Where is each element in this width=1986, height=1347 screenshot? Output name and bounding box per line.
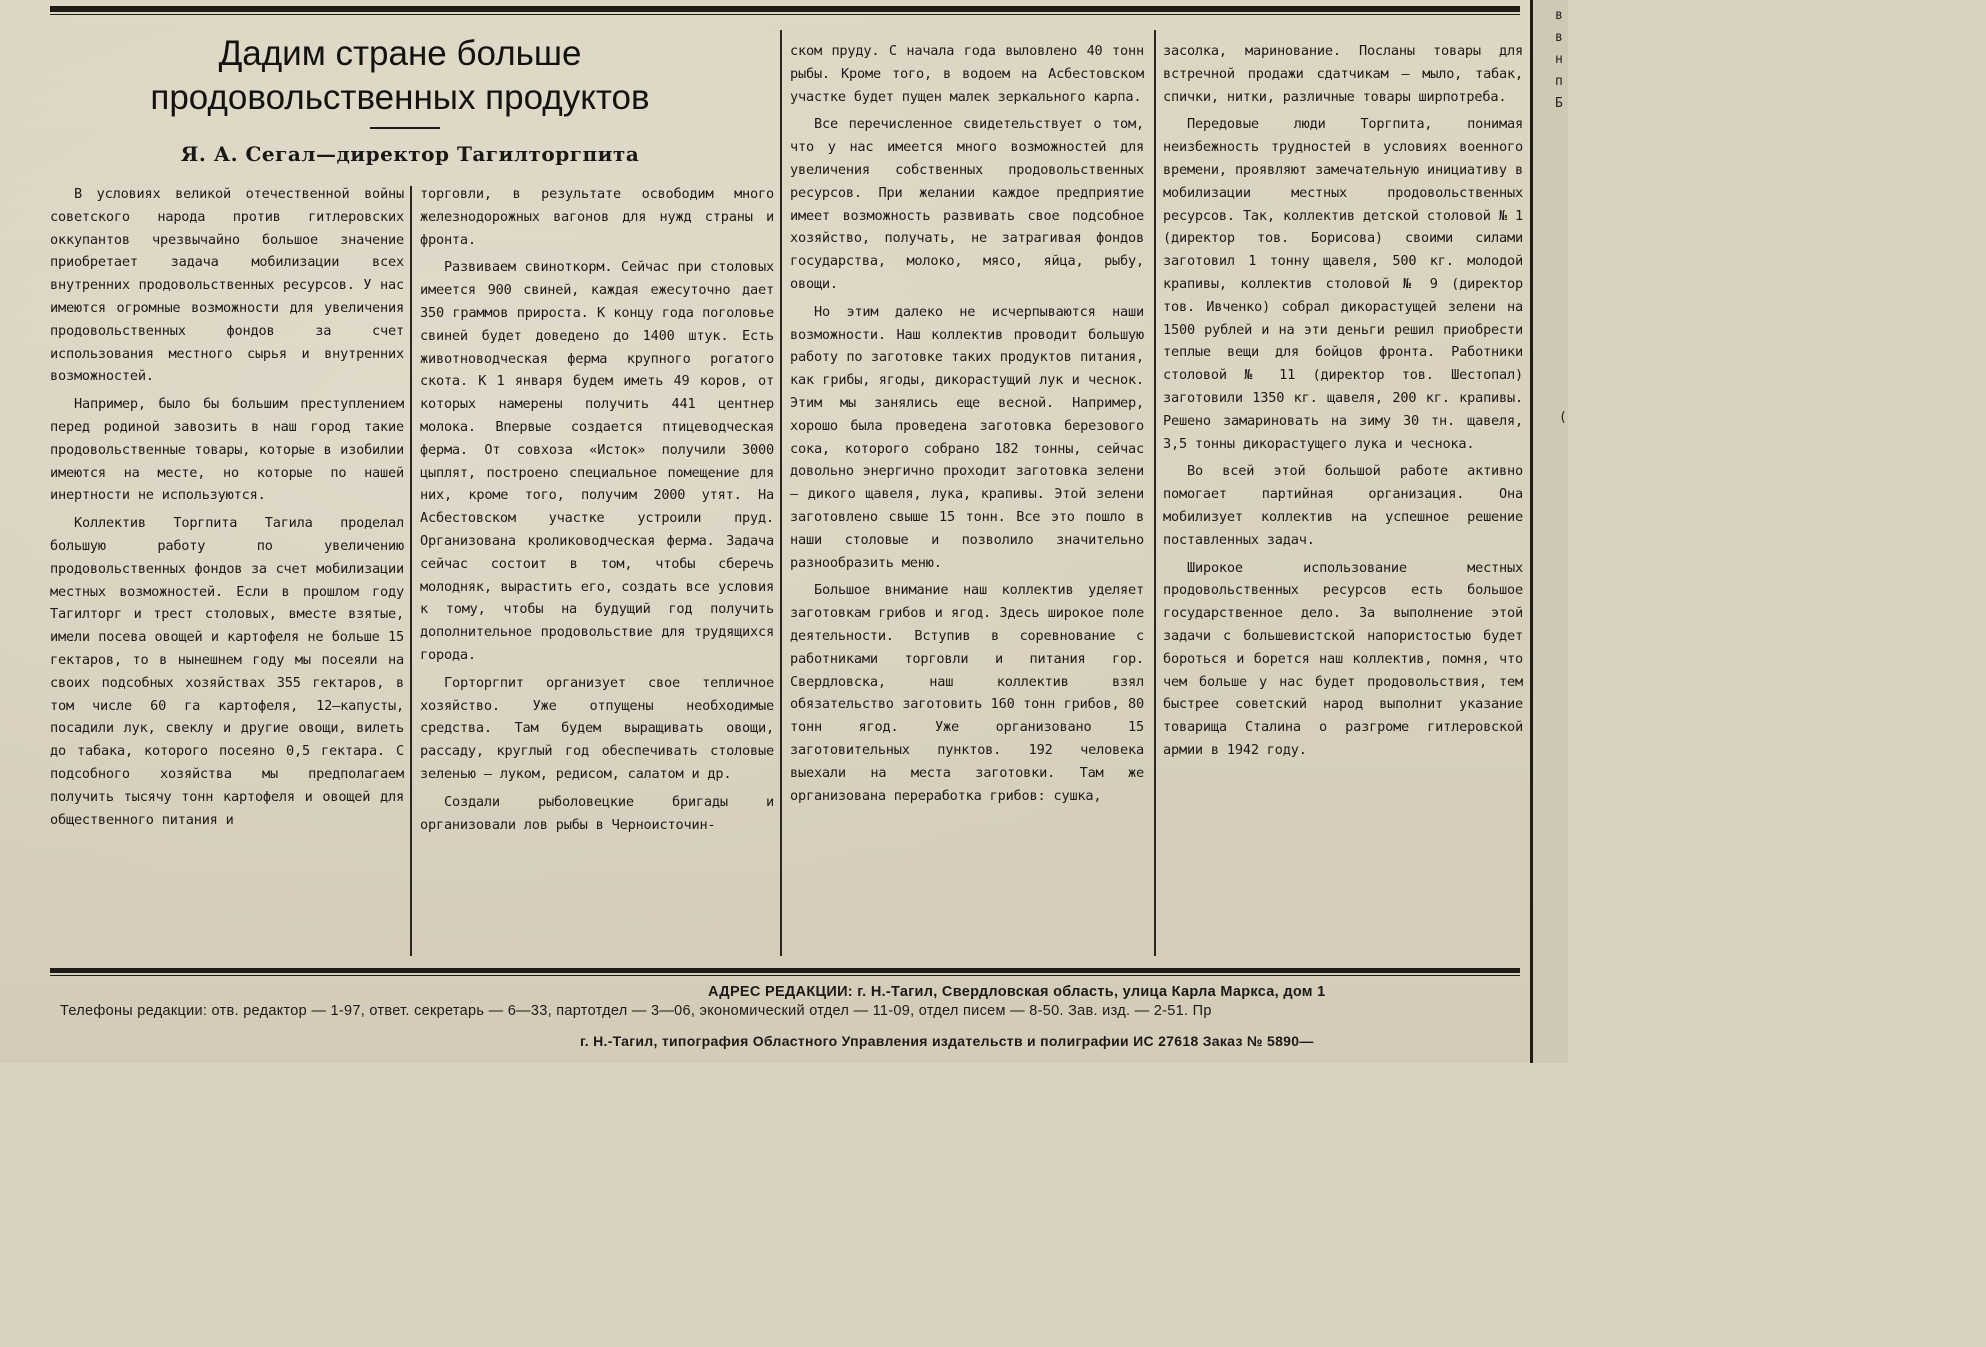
paragraph: Создали рыболовецкие бригады и организовали лов рыбы в Черноисточин- xyxy=(420,793,774,833)
edge-fragment: Б xyxy=(1555,96,1563,111)
paragraph: Коллектив Торгпита Тагила проделал большую работу по увеличению продовольственных фондов за счет мобилизации местных возможностей. Если в прошлом году Тагилторг и трест столовых, вместе взятые, имели посева овощей и картофеля не больше 15 гектаров, то в нынешнем году мы посеяли на своих подсобных хозяйствах 355 гектаров, в том числе 60 га картофеля, 12—капусты, посадили лук, свеклу и другие овощи, вилеть до табака, которого посеяно 0,5 гектара. С подсобного хозяйства мы предполагаем получить тысячу тонн картофеля и овощей для общественного питания и xyxy=(50,515,404,828)
footer-rule xyxy=(50,968,1520,973)
byline: Я. А. Сегал—директор Тагилторгпита xyxy=(180,142,640,166)
paragraph: торговли, в результате освободим много железнодорожных вагонов для нужд страны и фронта. xyxy=(420,186,774,248)
editorial-address: АДРЕС РЕДАКЦИИ: г. Н.-Тагил, Свердловская область, улица Карла Маркса, дом 1 xyxy=(708,984,1326,1000)
edge-fragment: н xyxy=(1555,52,1563,67)
article-column-1 xyxy=(50,183,404,836)
article-column-3 xyxy=(790,40,1144,812)
paragraph: Широкое использование местных продовольственных ресурсов есть большое государственное дело. За выполнение этой задачи с большевистской напористостью будет бороться и борется наш коллектив, помня, что чем больше у нас будет продовольствия, тем быстрее советский народ выполнит указание товарища Сталина о разгроме гитлеровской армии в 1942 году. xyxy=(1163,559,1523,758)
editorial-phones: Телефоны редакции: отв. редактор — 1-97, ответ. секретарь — 6—33, партотдел — 3—06, экономический отдел — 11-09, отдел писем — 8-50. Зав. изд. — 2-51. Пр xyxy=(60,1003,1212,1019)
edge-fragment: п xyxy=(1555,74,1563,89)
paragraph: Горторгпит организует свое тепличное хозяйство. Уже отпущены необходимые средства. Там будем выращивать овощи, рассаду, круглый год обеспечивать столовые зеленью — луком, редисом, салатом и др. xyxy=(420,674,774,782)
column-divider xyxy=(1154,30,1156,956)
footer-rule-thin xyxy=(50,975,1520,976)
column-divider xyxy=(410,186,412,956)
paragraph: Например, было бы большим преступлением перед родиной завозить в наш город такие продовольственные товары, которые в изобилии имеются на месте, но которые по нашей инертности не используются. xyxy=(50,396,404,504)
paragraph: Но этим далеко не исчерпываются наши возможности. Наш коллектив проводит большую работу по заготовке таких продуктов питания, как грибы, ягоды, дикорастущий лук и чеснок. Этим мы занялись еще весной. Например, хорошо была проведена заготовка березового сока, которого собрано 182 тонны, сейчас довольно энергично проходит заготовка зелени — дикого щавеля, лука, крапивы. Этой зелени заготовлено свыше 15 тонн. Все это пошло в наши столовые и позволило значительно разнообразить меню. xyxy=(790,303,1144,571)
top-rule xyxy=(50,6,1520,12)
printer-imprint: г. Н.-Тагил, типография Областного Управления издательств и полиграфии ИС 27618 Заказ № 5890— xyxy=(580,1033,1314,1049)
paragraph: Развиваем свиноткорм. Сейчас при столовых имеется 900 свиней, каждая ежесуточно дает 350 граммов прироста. К концу года поголовье свиней будет доведено до 1400 штук. Есть животноводческая ферма крупного рогатого скота. К 1 января будем иметь 49 коров, от которых намерены получить 441 центнер молока. Впервые создается птицеводческая ферма. От совхоза «Исток» получили 3000 цыплят, построено специальное помещение для них, кроме того, получим 2000 утят. На Асбестовском участке устроили пруд. Организована кролиководческая ферма. Задача сейчас состоит в том, чтобы сберечь молодняк, вырастить его, создать все условия к тому, чтобы на будущий год получить дополнительное продовольствие для трудящихся города. xyxy=(420,259,774,663)
edge-fragment: ( xyxy=(1559,410,1567,425)
paragraph: засолка, маринование. Посланы товары для встречной продажи сдатчикам — мыло, табак, спички, нитки, различные товары ширпотреба. xyxy=(1163,43,1523,105)
column-divider xyxy=(780,30,782,956)
adjacent-page-edge xyxy=(1533,0,1568,1063)
paragraph: Все перечисленное свидетельствует о том, что у нас имеется много возможностей для увеличения собственных продовольственных ресурсов. При желании каждое предприятие имеет возможность развивать свое подсобное хозяйство, получать, не затрагивая фондов государства, молоко, мясо, яйца, рыбу, овощи. xyxy=(790,116,1144,292)
paragraph: Передовые люди Торгпита, понимая неизбежность трудностей в условиях военного времени, проявляют замечательную инициативу в мобилизации местных продовольственных ресурсов. Так, коллектив детской столовой № 1 (директор тов. Борисова) своими силами заготовил 1 тонну щавеля, 500 кг. молодой крапивы, коллектив столовой № 9 (директор тов. Ивченко) собрал дикорастущей зелени на 1500 рублей и на эти деньги решил приобрести теплые вещи для бойцов фронта. Работники столовой № 11 (директор тов. Шестопал) заготовили 1350 кг. щавеля, 200 кг. крапивы. Решено замариновать на зиму 30 тн. щавеля, 3,5 тонны дикорастущего лука и чеснока. xyxy=(1163,116,1523,452)
article-column-2 xyxy=(420,183,774,841)
headline: Дадим стране больше продовольственных продуктов xyxy=(150,34,650,117)
paragraph: ском пруду. С начала года выловлено 40 тонн рыбы. Кроме того, в водоем на Асбестовском участке будет пущен малек зеркального карпа. xyxy=(790,43,1144,105)
paragraph: Во всей этой большой работе активно помогает партийная организация. Она мобилизует коллектив на успешное решение поставленных задач. xyxy=(1163,463,1523,548)
edge-fragment: в xyxy=(1555,30,1563,45)
paragraph: В условиях великой отечественной войны советского народа против гитлеровских оккупантов чрезвычайно большое значение приобретает задача мобилизации всех внутренних продовольственных ресурсов. У нас имеются огромные возможности для увеличения продовольственных фондов за счет использования местного сырья и внутренних возможностей. xyxy=(50,186,404,385)
top-rule-thin xyxy=(50,14,1520,15)
article-column-4 xyxy=(1163,40,1523,767)
paragraph: Большое внимание наш коллектив уделяет заготовкам грибов и ягод. Здесь широкое поле деятельности. Вступив в соревнование с работниками торговли и питания гор. Свердловска, наш коллектив взял обязательство заготовить 160 тонн грибов, 80 тонн ягод. Уже организовано 15 заготовительных пунктов. 192 человека выехали на места заготовки. Там же организована переработка грибов: сушка, xyxy=(790,582,1144,804)
edge-fragment: в xyxy=(1555,8,1563,23)
headline-divider xyxy=(370,127,440,129)
